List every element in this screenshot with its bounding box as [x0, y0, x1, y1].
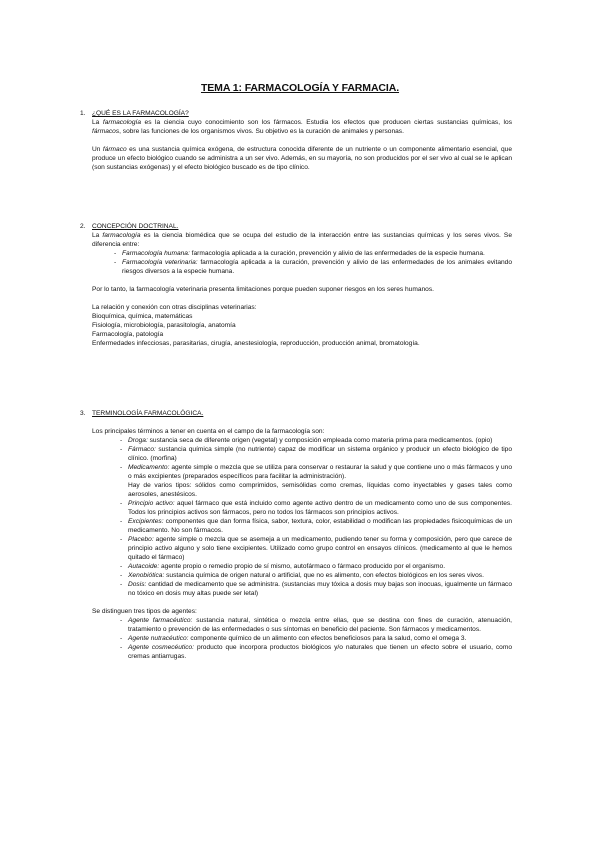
bullet-list: [92, 249, 512, 276]
list-item: - Placebo: agente simple o mezcla que se asemeja a un medicamento, pudiendo tener su forma y composición, pero que carece de principio activo alguno y solo tiene excipientes. Utilizado como grupo control en ensayos clínicos. (medicamento al que le hemos quitado el fármaco): [128, 535, 512, 562]
discipline-line: Fisiología, microbiología, parasitología, anatomía: [92, 322, 236, 329]
section-heading: CONCEPCIÓN DOCTRINAL.: [92, 223, 179, 230]
list-item: - Autacoide: agente propio o remedio propio de sí mismo, autofármaco o fármaco producido por el organismo.: [128, 562, 512, 571]
paragraph: La farmacología es la ciencia biomédica que se ocupa del estudio de la interacción entre las sustancias químicas y los seres vivos. Se diferencia entre:: [92, 232, 512, 248]
list-item: - Principio activo: aquel fármaco que está incluido como agente activo dentro de un medicamento como uno de sus componentes. Todos los principios activos son fármacos, pero no todos los fármacos son principios activos.: [128, 499, 512, 517]
section-3: [80, 409, 512, 661]
section-1: [80, 109, 512, 172]
bullet-list: [92, 436, 512, 598]
paragraph: Por lo tanto, la farmacología veterinaria presenta limitaciones porque pueden suponer riesgos en los seres humanos.: [92, 286, 434, 293]
paragraph: La relación y conexión con otras disciplinas veterinarias:: [92, 304, 257, 311]
list-item: - Xenobiótica: sustancia química de origen natural o artificial, que no es alimento, con efectos biológicos en los seres vivos.: [128, 571, 512, 580]
list-item: - Fármaco: sustancia química simple (no nutriente) capaz de modificar un sistema orgánico y producir un efecto biológico de tipo clínico. (morfina): [128, 445, 512, 463]
page-title: TEMA 1: FARMACOLOGÍA Y FARMACIA.: [200, 82, 400, 94]
list-item: - Dosis: cantidad de medicamento que se administra. (sustancias muy tóxica a dosis muy bajas son inocuas, igualmente un fármaco no tóxico en dosis muy altas puede ser letal): [128, 580, 512, 598]
discipline-line: Bioquímica, química, matemáticas: [92, 313, 193, 320]
paragraph: Se distinguen tres tipos de agentes:: [92, 608, 197, 615]
list-item: - Excipientes: componentes que dan forma física, sabor, textura, color, estabilidad o modifican las propiedades fisicoquímicas de un medicamento. No son fármacos.: [128, 517, 512, 535]
list-item-note: Hay de varios tipos: sólidos como comprimidos, semisólidas como cremas, líquidas como inyectables y gases tales como aerosoles, anestésicos.: [128, 482, 512, 498]
list-item: - Medicamento: agente simple o mezcla que se utiliza para conservar o restaurar la salud y que contiene uno o más fármacos y uno o más excipientes (preparados específicos para facilitar la administración). Hay de varios tipos: sólidos como comprimidos, semisólidas como cremas, líquidas como inyectables y gases tales como aerosoles, anestésicos.: [128, 463, 512, 499]
section-number: 2.: [80, 223, 86, 230]
section-heading: TERMINOLOGÍA FARMACOLÓGICA.: [92, 410, 204, 417]
agents-list: [92, 616, 512, 661]
paragraph: La farmacología es la ciencia cuyo conocimiento son los fármacos. Estudia los efectos que producen ciertas sustancias químicas, los fármacos, sobre las funciones de los organismos vivos. Su objetivo es la curación de animales y personas.: [92, 119, 512, 135]
section-heading: ¿QUÉ ES LA FARMACOLOGÍA?: [92, 110, 189, 117]
list-item: - Agente cosmecéutico: producto que incorpora productos biológicos y/o naturales que tienen un efecto sobre el usuario, como cremas antiarrugas.: [128, 643, 512, 661]
list-item: - Farmacología veterinaria: farmacología aplicada a la curación, prevención y alivio de las enfermedades de los animales evitando riesgos diversos a la especie humana.: [92, 258, 512, 276]
section-number: 1.: [80, 110, 86, 117]
section-2: [80, 222, 512, 348]
list-item: - Farmacología humana: farmacología aplicada a la curación, prevención y alivio de las enfermedades de la especie humana.: [92, 249, 512, 258]
paragraph: Un fármaco es una sustancia química exógena, de estructura conocida diferente de un nutriente o un componente alimentario esencial, que produce un efecto biológico cuando se administra a un ser vivo. Además, en su mayoría, no son producidos por el ser vivo al cual se le aplican (son sustancias exógenas) y el efecto biológico buscado es de tipo clínico.: [92, 146, 512, 171]
discipline-line: Enfermedades infecciosas, parasitarias, cirugía, anestesiología, reproducción, producción animal, bromatología.: [92, 340, 420, 347]
paragraph: Los principales términos a tener en cuenta en el campo de la farmacología son:: [92, 428, 325, 435]
section-number: 3.: [80, 410, 86, 417]
discipline-line: Farmacología, patología: [92, 331, 164, 338]
list-item: - Agente farmacéutico: sustancia natural, sintética o mezcla entre ellas, que se destina con fines de curación, atenuación, tratamiento o prevención de las enfermedades o sus síntomas en beneficio del paciente. Son fármacos y medicamentos.: [128, 616, 512, 634]
list-item: - Droga: sustancia seca de diferente origen (vegetal) y composición empleada como materia prima para medicamentos. (opio): [128, 436, 512, 445]
list-item: - Agente nutracéutico: componente químico de un alimento con efectos beneficiosos para la salud, como el omega 3.: [128, 634, 512, 643]
